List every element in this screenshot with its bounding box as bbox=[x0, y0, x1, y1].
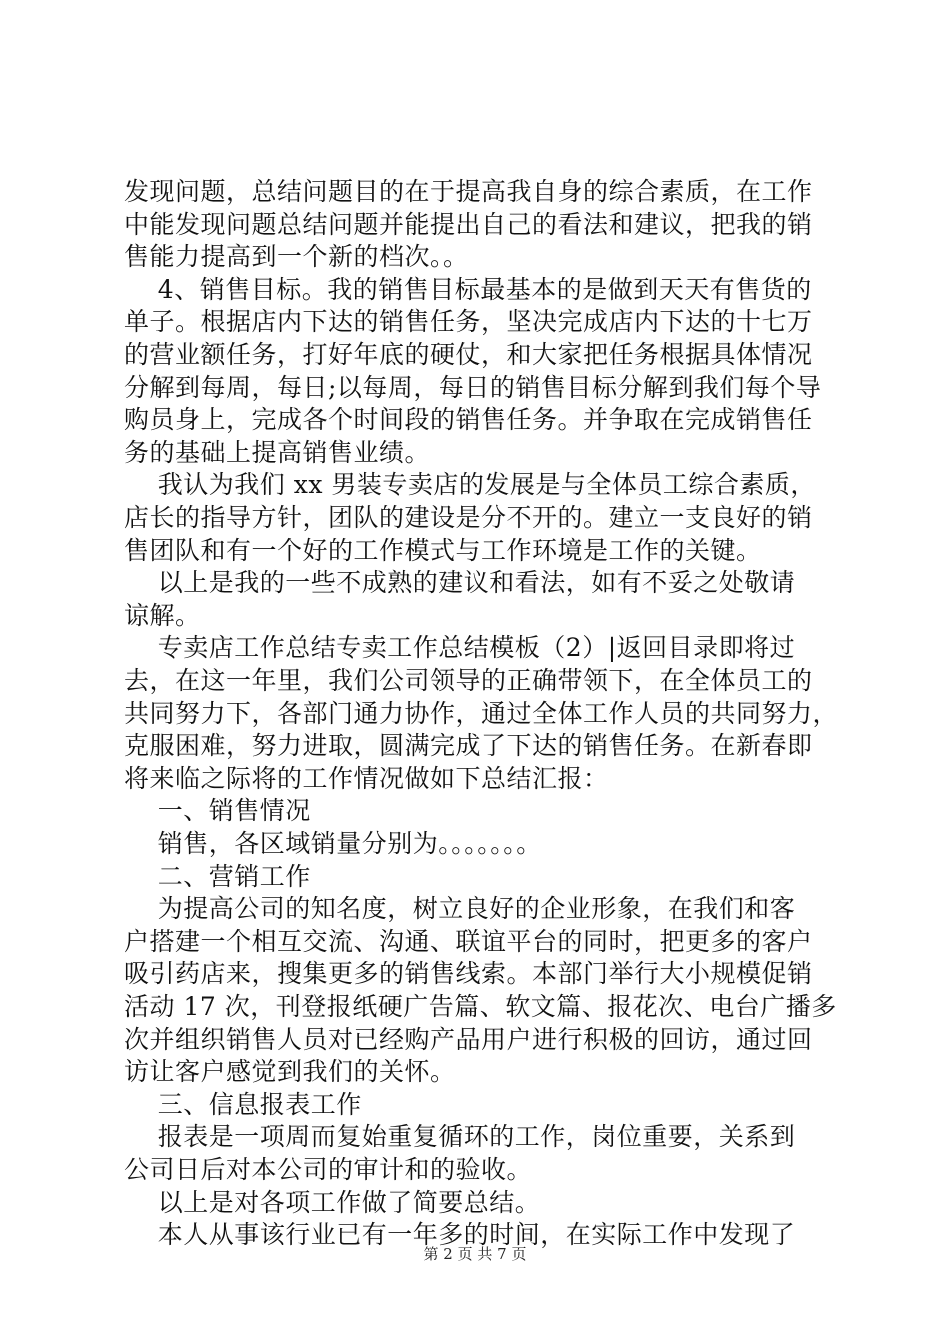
text-line: 谅解。 bbox=[124, 600, 201, 630]
text-line: 我认为我们 xx 男装专卖店的发展是与全体员工综合素质， bbox=[124, 470, 816, 500]
text-line: 次并组织销售人员对已经购产品用户进行积极的回访，通过回 bbox=[124, 1024, 813, 1054]
text-line: 访让客户感觉到我们的关怀。 bbox=[124, 1057, 456, 1087]
text-line: 为提高公司的知名度，树立良好的企业形象，在我们和客 bbox=[124, 894, 796, 924]
text-line: 务的基础上提高销售业绩。 bbox=[124, 437, 431, 467]
text-line: 单子。根据店内下达的销售任务，坚决完成店内下达的十七万 bbox=[124, 307, 813, 337]
text-line: 克服困难，努力进取，圆满完成了下达的销售任务。在新春即 bbox=[124, 731, 813, 761]
text-line: 发现问题，总结问题目的在于提高我自身的综合素质，在工作 bbox=[124, 177, 813, 206]
text-line: 分解到每周，每日;以每周，每日的销售目标分解到我们每个导 bbox=[124, 372, 822, 402]
text-line: 以上是我的一些不成熟的建议和看法，如有不妥之处敬请 bbox=[124, 568, 796, 598]
text-line: 公司日后对本公司的审计和的验收。 bbox=[124, 1155, 533, 1184]
text-line: 售团队和有一个好的工作模式与工作环境是工作的关键。 bbox=[124, 535, 762, 565]
text-line: 吸引药店来，搜集更多的销售线索。本部门举行大小规模促销 bbox=[124, 959, 813, 989]
text-line: 4、销售目标。我的销售目标最基本的是做到天天有售货的 bbox=[124, 274, 812, 304]
text-line: 三、信息报表工作 bbox=[124, 1089, 362, 1119]
text-line: 售能力提高到一个新的档次。。 bbox=[124, 242, 469, 272]
page-footer: 第 2 页 共 7 页 bbox=[423, 1245, 527, 1263]
text-line: 的营业额任务，打好年底的硬仗，和大家把任务根据具体情况 bbox=[124, 340, 813, 369]
text-line: 去，在这一年里，我们公司领导的正确带领下，在全体员工的 bbox=[124, 666, 813, 695]
text-line: 共同努力下，各部门通力协作，通过全体工作人员的共同努力， bbox=[124, 698, 839, 728]
text-line: 店长的指导方针，团队的建设是分不开的。建立一支良好的销 bbox=[124, 503, 813, 532]
text-line: 将来临之际将的工作情况做如下总结汇报： bbox=[124, 763, 609, 793]
text-line: 中能发现问题总结问题并能提出自己的看法和建议，把我的销 bbox=[124, 209, 813, 239]
text-line: 活动 17 次，刊登报纸硬广告篇、软文篇、报花次、电台广播多 bbox=[124, 992, 837, 1021]
text-line: 购员身上，完成各个时间段的销售任务。并争取在完成销售任 bbox=[124, 405, 813, 435]
text-line: 报表是一项周而复始重复循环的工作，岗位重要，关系到 bbox=[124, 1122, 796, 1152]
text-line: 本人从事该行业已有一年多的时间，在实际工作中发现了 bbox=[124, 1220, 796, 1250]
text-line: 一、销售情况 bbox=[124, 796, 311, 826]
text-line: 二、营销工作 bbox=[124, 861, 311, 891]
text-line: 销售，各区域销量分别为。。。。。。。 bbox=[124, 829, 542, 858]
text-line: 以上是对各项工作做了简要总结。 bbox=[124, 1187, 541, 1217]
text-line: 专卖店工作总结专卖工作总结模板（2）|返回目录即将过 bbox=[124, 633, 796, 663]
text-line: 户搭建一个相互交流、沟通、联谊平台的同时，把更多的客户 bbox=[124, 926, 813, 956]
